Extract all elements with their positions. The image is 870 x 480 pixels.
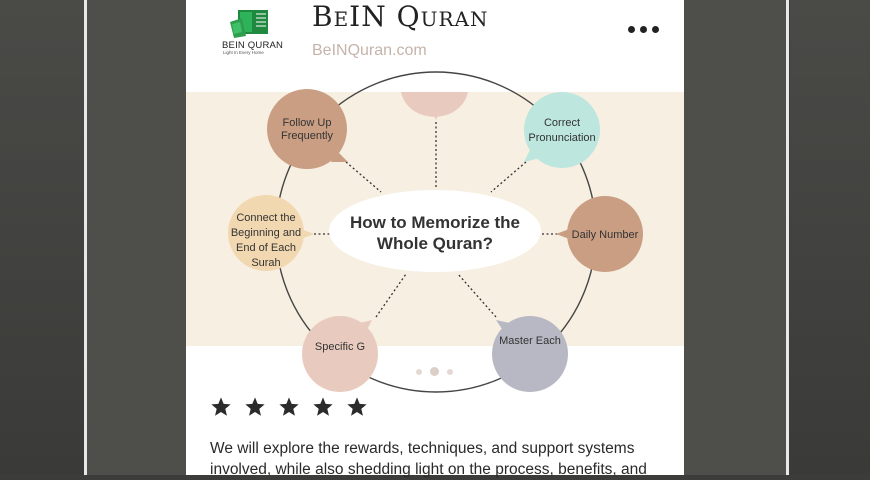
bubble-label: Daily Number <box>571 229 639 241</box>
site-title[interactable]: BeIN Quran <box>312 0 489 33</box>
logo-tagline: Light In Every Home <box>223 50 264 55</box>
bubble-label: Pronunciation <box>528 132 596 144</box>
carousel-dot-1[interactable] <box>416 369 422 375</box>
inner-panel-left <box>87 0 186 475</box>
star-icon <box>210 396 232 418</box>
article-description: We will explore the rewards, techniques, and support systems involved, while also shedding light on the process, benefits, and <box>210 440 647 478</box>
bubble-label: Master Each <box>499 335 561 347</box>
bubble-label: Correct <box>543 117 581 129</box>
bubble-specific <box>302 316 378 392</box>
bubble-master-each <box>492 316 568 392</box>
more-dots-icon <box>628 26 635 33</box>
star-icon <box>312 396 334 418</box>
star-rating <box>210 396 380 420</box>
carousel-dots <box>186 366 684 378</box>
content-card <box>186 0 684 478</box>
center-title-line1: How to Memorize the <box>349 213 521 232</box>
background-right <box>790 0 870 475</box>
site-url[interactable]: BeINQuran.com <box>312 42 427 59</box>
star-icon <box>346 396 368 418</box>
star-icon <box>244 396 266 418</box>
star-icon <box>278 396 300 418</box>
inner-panel-right <box>684 0 786 475</box>
carousel-dot-3[interactable] <box>447 369 453 375</box>
bubble-label: Follow Up <box>282 117 332 129</box>
bubble-label: Connect the <box>236 212 296 224</box>
bubble-label: End of Each <box>236 242 296 254</box>
carousel-dot-2-active[interactable] <box>430 367 439 376</box>
center-title-line2: Whole Quran? <box>376 234 494 253</box>
more-options-button[interactable] <box>626 22 662 38</box>
bubble-label: Beginning and <box>230 227 302 239</box>
frame-line-right <box>786 0 789 475</box>
more-dots-icon <box>640 26 647 33</box>
bubble-label: Surah <box>251 257 281 269</box>
carousel-slide[interactable] <box>186 92 684 353</box>
background-left <box>0 0 84 475</box>
bubble-label: Specific G <box>314 341 366 353</box>
bubble-label: Frequently <box>281 130 333 142</box>
more-dots-icon <box>652 26 659 33</box>
bubble-layer <box>186 92 684 353</box>
bubble-correct-pronunciation <box>524 92 600 168</box>
logo-wordmark: BEIN QURAN <box>222 40 284 51</box>
bubble-follow-up <box>267 89 348 169</box>
